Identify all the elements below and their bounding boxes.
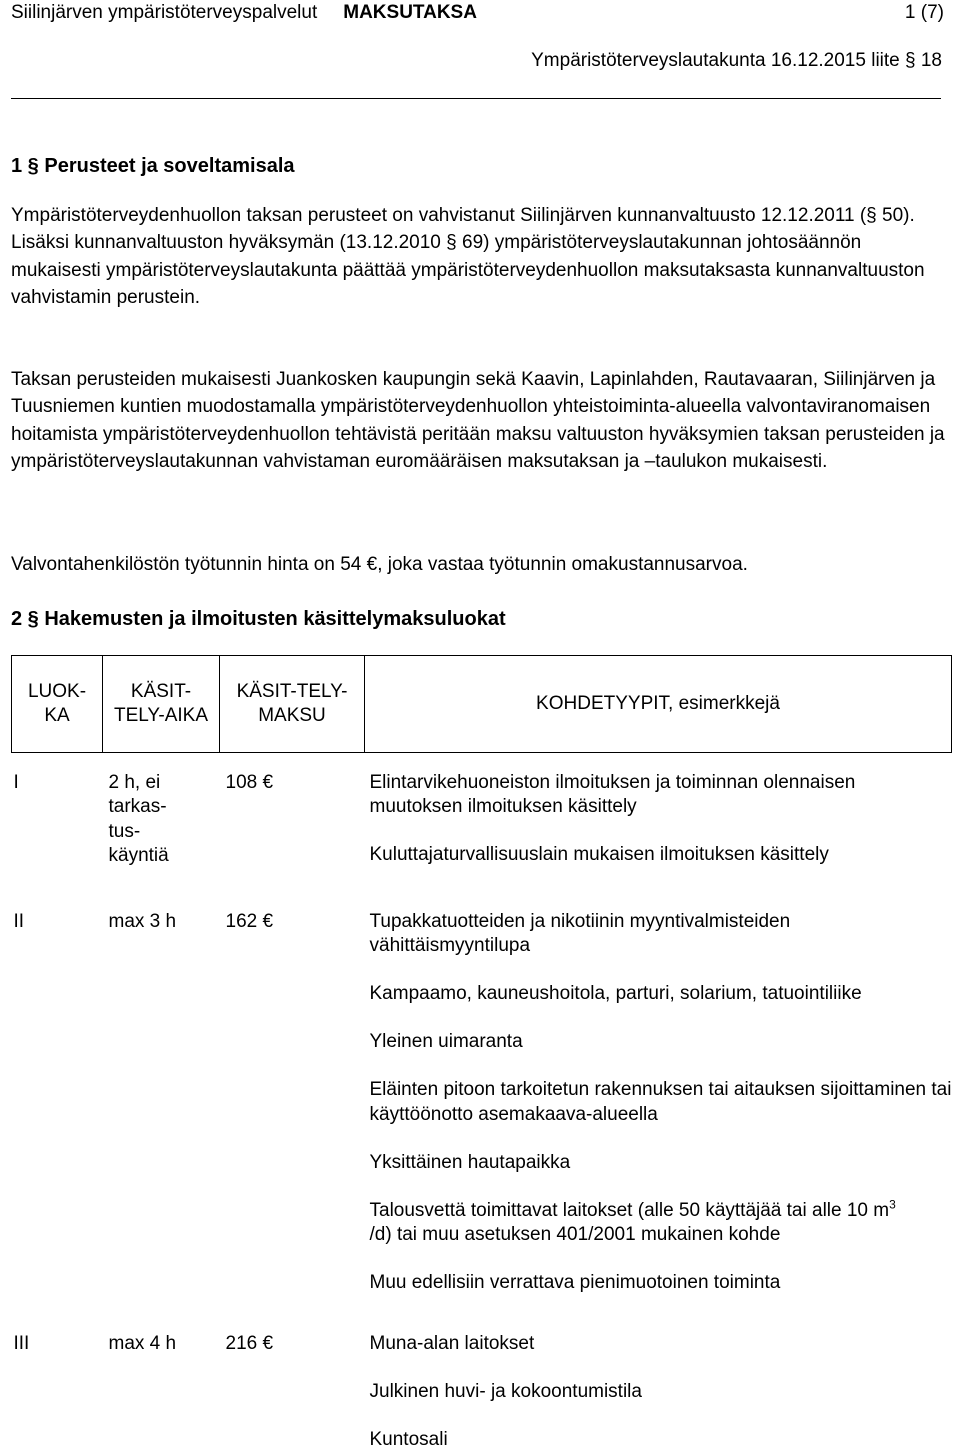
fee-class-table (11, 655, 952, 1452)
list-item: Muu edellisiin verrattava pienimuotoinen toiminta (369, 1272, 781, 1294)
list-item: Julkinen huvi- ja kokoontumistila (369, 1381, 642, 1402)
row-fee: 216 € (225, 1333, 274, 1354)
section-1-paragraph-3: Valvontahenkilöstön työtunnin hinta on 54 €, joka vastaa työtunnin omakustannusarvoa. (11, 554, 748, 575)
header-doc-title: MAKSUTAKSA (343, 2, 477, 23)
row-class: I (13, 772, 19, 793)
list-item: Kuluttajaturvallisuuslain mukaisen ilmoituksen käsittely (369, 844, 829, 866)
section-1-heading: 1 § Perusteet ja soveltamisala (11, 155, 295, 177)
header-processing-time: KÄSIT-TELY-AIKA (103, 656, 220, 753)
row-fee: 108 € (225, 772, 274, 793)
list-item: Kampaamo, kauneushoitola, parturi, solarium, tatuointiliike (369, 983, 862, 1005)
water-item-text: Talousvettä toimittavat laitokset (alle 50 käyttäjää tai alle 10 m (369, 1199, 890, 1221)
list-item: Kuntosali (369, 1429, 448, 1450)
header-left (11, 0, 477, 26)
list-item: Yleinen uimaranta (369, 1031, 523, 1053)
row-time: max 3 h (108, 911, 177, 932)
section-2-heading: 2 § Hakemusten ja ilmoitusten käsittelymaksuluokat (11, 608, 506, 630)
table-row (12, 910, 952, 1314)
row-items (365, 771, 952, 892)
row-class: III (13, 1333, 30, 1354)
table-header-row (12, 656, 952, 753)
table-row (12, 1332, 952, 1452)
header-subtitle: Ympäristöterveyslautakunta 16.12.2015 liite § 18 (531, 50, 942, 71)
row-time: max 4 h (108, 1333, 177, 1354)
list-item: Tupakkatuotteiden ja nikotiinin myyntivalmisteiden vähittäismyyntilupa (369, 911, 791, 957)
row-items (365, 1332, 952, 1452)
water-item-tail: /d) tai muu asetuksen 401/2001 mukainen kohde (369, 1224, 781, 1246)
list-item (370, 1199, 952, 1248)
list-item: Eläinten pitoon tarkoitetun rakennuksen tai aitauksen sijoittaminen tai käyttöönotto asemakaava-alueella (369, 1079, 952, 1125)
header-processing-fee: KÄSIT-TELY-MAKSU (220, 656, 365, 753)
table-row (12, 771, 952, 892)
header-object-types: KOHDETYYPIT, esimerkkejä (365, 656, 952, 753)
row-items (365, 910, 952, 1314)
header-class: LUOK-KA (12, 656, 103, 753)
section-1-paragraph-1: Ympäristöterveydenhuollon taksan perusteet on vahvistanut Siilinjärven kunnanvaltuusto 12.12.2011 (§ 50). Lisäksi kunnanvaltuuston hyväksymän (13.12.2010 § 69) ympäristöterveyslautakunnan johtosäännön mukaisesti ympäristöterveyslautakunta päättää ympäristöterveydenhuollon maksutaksasta kunnanvaltuuston vahvistamin perustein. (11, 205, 925, 308)
list-item: Yksittäinen hautapaikka (369, 1151, 571, 1173)
header-org: Siilinjärven ympäristöterveyspalvelut (11, 2, 318, 23)
header-divider (11, 98, 941, 99)
section-1-paragraph-2: Taksan perusteiden mukaisesti Juankosken kaupungin sekä Kaavin, Lapinlahden, Rautavaaran, Siilinjärven ja Tuusniemen kuntien muodostamalla ympäristöterveydenhuollon yhteistoiminta-alueella valvontaviranomaisen hoitamista ympäristöterveydenhuollon tehtävistä peritään maksu valtuuston hyväksymien taksan perusteiden ja ympäristöterveyslautakunnan vahvistaman euromääräisen maksutaksan ja –taulukon mukaisesti. (11, 369, 945, 472)
row-time (103, 771, 220, 892)
page-header (11, 0, 944, 26)
row-fee: 162 € (225, 911, 274, 932)
list-item: Muna-alan laitokset (369, 1333, 535, 1354)
row-class: II (13, 911, 25, 932)
water-item-superscript: 3 (889, 1197, 896, 1212)
list-item: Elintarvikehuoneiston ilmoituksen ja toiminnan olennaisen muutoksen ilmoituksen käsittely (369, 772, 856, 818)
row-time-text: 2 h, ei tarkas-tus-käyntiä (108, 772, 169, 867)
header-page-number: 1 (7) (904, 2, 944, 23)
